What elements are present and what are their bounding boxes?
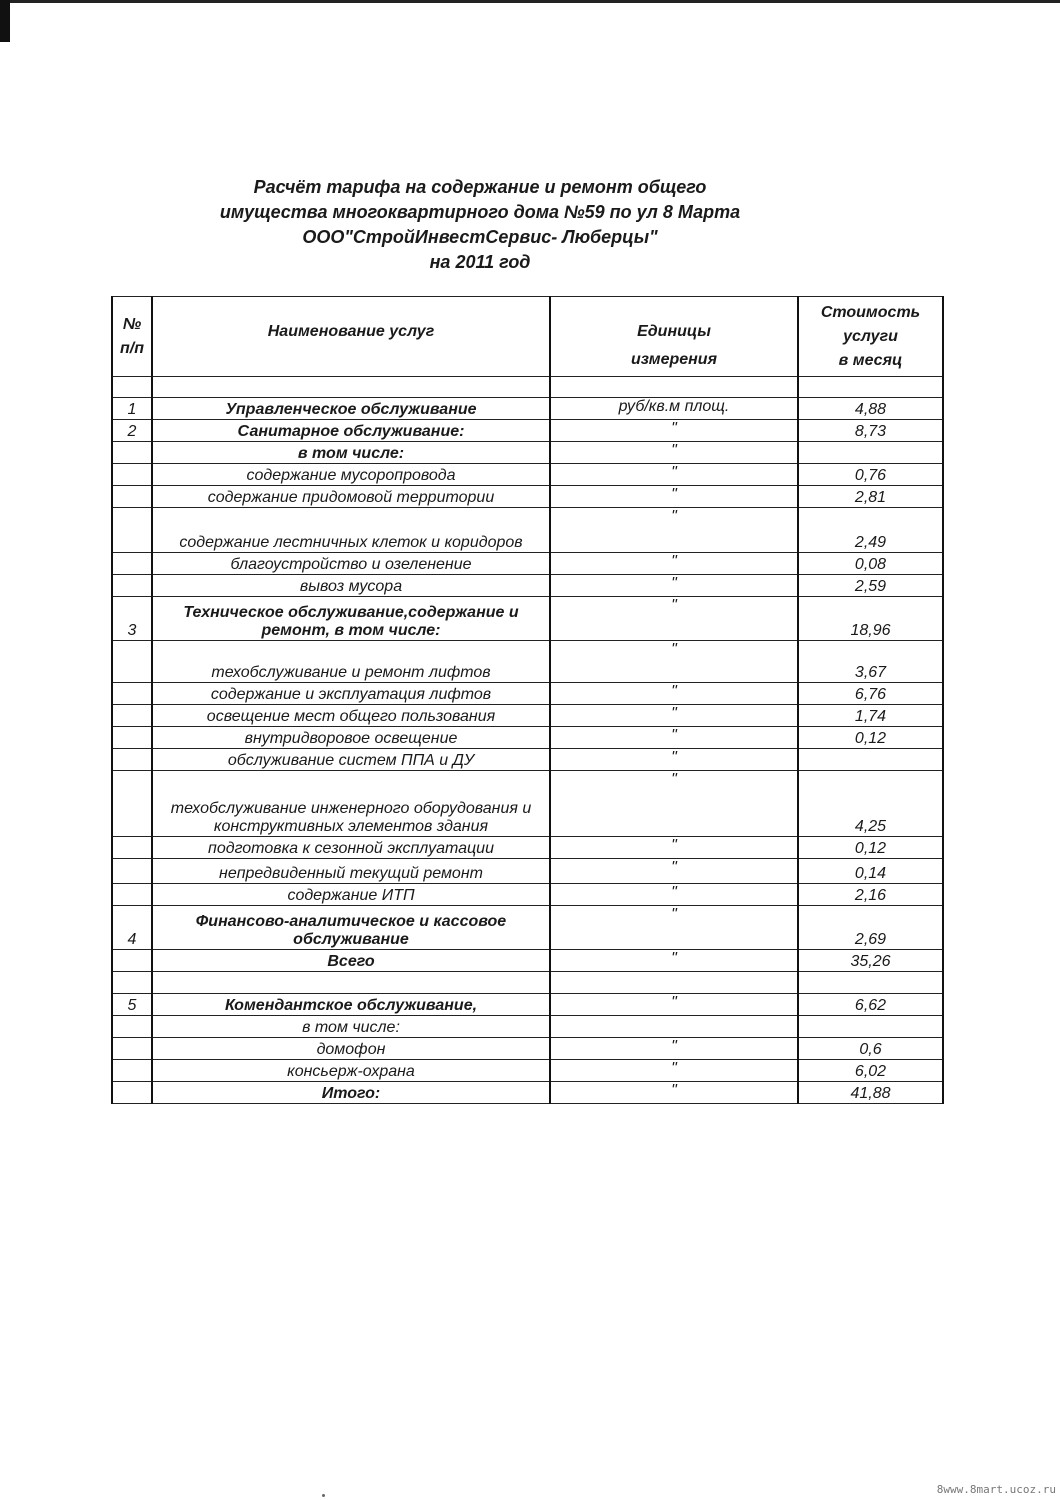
service-name: в том числе: xyxy=(152,442,550,464)
header-price xyxy=(798,297,943,377)
price-per-month: 2,16 xyxy=(798,884,943,906)
service-name: содержание и эксплуатация лифтов xyxy=(152,683,550,705)
price-per-month: 2,59 xyxy=(798,575,943,597)
row-number xyxy=(112,749,152,771)
service-name: Всего xyxy=(152,950,550,972)
price-per-month: 1,74 xyxy=(798,705,943,727)
price-per-month: 41,88 xyxy=(798,1082,943,1104)
service-name: Управленческое обслуживание xyxy=(152,398,550,420)
price-per-month xyxy=(798,1016,943,1038)
title-line-2: имущества многоквартирного дома №59 по ул 8 Марта xyxy=(219,202,741,222)
unit-of-measure: " xyxy=(550,884,798,906)
unit-of-measure: " xyxy=(550,994,798,1016)
unit-of-measure: " xyxy=(550,859,798,884)
header-unit-line2: измерения xyxy=(631,350,717,368)
header-price-line1: Стоимость xyxy=(820,303,921,321)
price-per-month xyxy=(798,972,943,994)
unit-of-measure: " xyxy=(550,771,798,837)
row-number: 2 xyxy=(112,420,152,442)
row-number xyxy=(112,1016,152,1038)
table-body xyxy=(112,377,943,1104)
service-name: консьерж-охрана xyxy=(152,1060,550,1082)
row-number xyxy=(112,972,152,994)
service-name: подготовка к сезонной эксплуатации xyxy=(152,837,550,859)
price-per-month: 6,62 xyxy=(798,994,943,1016)
unit-of-measure: " xyxy=(550,464,798,486)
row-number xyxy=(112,950,152,972)
price-per-month: 4,88 xyxy=(798,398,943,420)
row-number xyxy=(112,1038,152,1060)
price-per-month: 6,76 xyxy=(798,683,943,705)
table-row xyxy=(112,508,943,553)
unit-of-measure: " xyxy=(550,683,798,705)
table-row xyxy=(112,1016,943,1038)
row-number xyxy=(112,508,152,553)
service-name: освещение мест общего пользования xyxy=(152,705,550,727)
header-price-line2: услуги xyxy=(843,327,898,345)
table-header-row xyxy=(112,297,943,377)
table-row xyxy=(112,859,943,884)
unit-of-measure: " xyxy=(550,442,798,464)
row-number xyxy=(112,442,152,464)
service-name: содержание ИТП xyxy=(152,884,550,906)
table-row xyxy=(112,705,943,727)
row-number xyxy=(112,1082,152,1104)
table-row xyxy=(112,749,943,771)
unit-of-measure: " xyxy=(550,553,798,575)
service-name: содержание лестничных клеток и коридоров xyxy=(152,508,550,553)
price-per-month: 4,25 xyxy=(798,771,943,837)
table-row xyxy=(112,641,943,683)
unit-of-measure: " xyxy=(550,727,798,749)
table-row xyxy=(112,1060,943,1082)
row-number xyxy=(112,837,152,859)
row-number xyxy=(112,486,152,508)
service-name: содержание мусоропровода xyxy=(152,464,550,486)
header-unit-line1: Единицы xyxy=(637,322,711,340)
unit-of-measure xyxy=(550,972,798,994)
row-number xyxy=(112,1060,152,1082)
price-per-month: 2,49 xyxy=(798,508,943,553)
service-name: непредвиденный текущий ремонт xyxy=(152,859,550,884)
unit-of-measure: " xyxy=(550,641,798,683)
header-price-line3: в месяц xyxy=(838,351,903,369)
header-name: Наименование услуг xyxy=(152,297,550,377)
unit-of-measure: " xyxy=(550,597,798,641)
title-line-4: на 2011 год xyxy=(429,252,531,272)
unit-of-measure: " xyxy=(550,508,798,553)
unit-of-measure: " xyxy=(550,705,798,727)
table-row xyxy=(112,972,943,994)
service-name: благоустройство и озеленение xyxy=(152,553,550,575)
table-row xyxy=(112,553,943,575)
unit-of-measure: " xyxy=(550,1082,798,1104)
unit-of-measure: руб/кв.м площ. xyxy=(550,398,798,420)
price-per-month: 8,73 xyxy=(798,420,943,442)
price-per-month: 0,08 xyxy=(798,553,943,575)
scan-left-edge xyxy=(0,0,10,42)
price-per-month: 2,69 xyxy=(798,906,943,950)
service-name: техобслуживание инженерного оборудования и конструктивных элементов здания xyxy=(152,771,550,837)
service-name: Санитарное обслуживание: xyxy=(152,420,550,442)
unit-of-measure: " xyxy=(550,950,798,972)
price-per-month: 0,12 xyxy=(798,727,943,749)
row-number: 1 xyxy=(112,398,152,420)
table-row xyxy=(112,420,943,442)
row-number xyxy=(112,641,152,683)
row-number xyxy=(112,464,152,486)
price-per-month xyxy=(798,442,943,464)
row-number xyxy=(112,683,152,705)
row-number xyxy=(112,771,152,837)
row-number xyxy=(112,575,152,597)
table-row xyxy=(112,950,943,972)
unit-of-measure xyxy=(550,377,798,398)
service-name: Итого: xyxy=(152,1082,550,1104)
price-per-month: 2,81 xyxy=(798,486,943,508)
scan-speck xyxy=(322,1494,325,1497)
service-name: внутридворовое освещение xyxy=(152,727,550,749)
unit-of-measure: " xyxy=(550,575,798,597)
table-row xyxy=(112,597,943,641)
title-line-1: Расчёт тарифа на содержание и ремонт общего xyxy=(253,177,707,197)
header-num xyxy=(112,297,152,377)
row-number xyxy=(112,859,152,884)
service-name: обслуживание систем ППА и ДУ xyxy=(152,749,550,771)
price-per-month: 0,6 xyxy=(798,1038,943,1060)
table-row xyxy=(112,683,943,705)
row-number xyxy=(112,377,152,398)
price-per-month xyxy=(798,749,943,771)
unit-of-measure xyxy=(550,1016,798,1038)
price-per-month: 3,67 xyxy=(798,641,943,683)
table-row xyxy=(112,398,943,420)
table-row xyxy=(112,884,943,906)
table-row xyxy=(112,994,943,1016)
table-row xyxy=(112,906,943,950)
service-name: в том числе: xyxy=(152,1016,550,1038)
header-num-line2: п/п xyxy=(120,339,144,357)
row-number xyxy=(112,727,152,749)
table-row xyxy=(112,727,943,749)
service-name: содержание придомовой территории xyxy=(152,486,550,508)
scan-top-edge xyxy=(0,0,1060,3)
row-number: 4 xyxy=(112,906,152,950)
unit-of-measure: " xyxy=(550,420,798,442)
table-row xyxy=(112,1038,943,1060)
table-row xyxy=(112,464,943,486)
service-name: Техническое обслуживание,содержание и ремонт, в том числе: xyxy=(152,597,550,641)
table-row xyxy=(112,486,943,508)
header-unit xyxy=(550,297,798,377)
price-per-month: 6,02 xyxy=(798,1060,943,1082)
service-name xyxy=(152,377,550,398)
unit-of-measure: " xyxy=(550,1038,798,1060)
service-name: Финансово-аналитическое и кассовое обслуживание xyxy=(152,906,550,950)
row-number: 5 xyxy=(112,994,152,1016)
unit-of-measure: " xyxy=(550,906,798,950)
service-name: вывоз мусора xyxy=(152,575,550,597)
table-row xyxy=(112,771,943,837)
price-per-month: 18,96 xyxy=(798,597,943,641)
watermark-url: 8www.8mart.ucoz.ru xyxy=(936,1483,1056,1496)
document-title xyxy=(140,175,820,275)
service-name: техобслуживание и ремонт лифтов xyxy=(152,641,550,683)
unit-of-measure: " xyxy=(550,837,798,859)
header-num-line1: № xyxy=(122,315,142,333)
table-row xyxy=(112,837,943,859)
title-line-3: ООО"СтройИнвестСервис- Люберцы" xyxy=(302,227,658,247)
row-number xyxy=(112,705,152,727)
unit-of-measure: " xyxy=(550,1060,798,1082)
price-per-month: 0,76 xyxy=(798,464,943,486)
table-row xyxy=(112,377,943,398)
table-row xyxy=(112,442,943,464)
row-number xyxy=(112,884,152,906)
unit-of-measure: " xyxy=(550,486,798,508)
service-name: Комендантское обслуживание, xyxy=(152,994,550,1016)
price-per-month xyxy=(798,377,943,398)
tariff-table xyxy=(111,296,944,1104)
row-number xyxy=(112,553,152,575)
price-per-month: 0,14 xyxy=(798,859,943,884)
table-row xyxy=(112,1082,943,1104)
row-number: 3 xyxy=(112,597,152,641)
service-name: домофон xyxy=(152,1038,550,1060)
table-row xyxy=(112,575,943,597)
price-per-month: 0,12 xyxy=(798,837,943,859)
service-name xyxy=(152,972,550,994)
unit-of-measure: " xyxy=(550,749,798,771)
price-per-month: 35,26 xyxy=(798,950,943,972)
